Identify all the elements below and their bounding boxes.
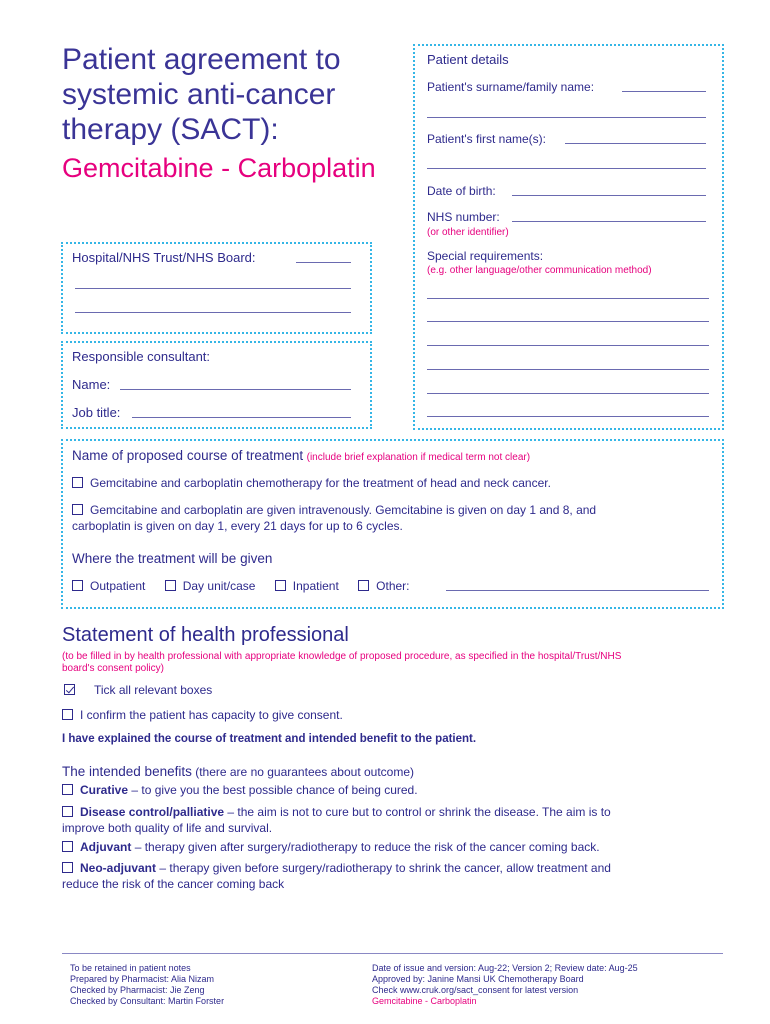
- adjuvant-row[interactable]: [62, 839, 600, 856]
- where-heading: Where the treatment will be given: [72, 551, 273, 566]
- footer-left: [70, 963, 224, 1007]
- adjuvant-checkbox[interactable]: [62, 841, 73, 852]
- special-req-line-5[interactable]: [427, 393, 709, 394]
- page-title: Patient agreement to systemic anti-cancer therapy (SACT):: [62, 43, 341, 146]
- neo-adjuvant-term: Neo-adjuvant: [80, 861, 157, 875]
- first-name-label: Patient's first name(s):: [427, 132, 546, 146]
- statement-heading: Statement of health professional: [62, 624, 349, 646]
- inpatient-checkbox[interactable]: [275, 580, 286, 591]
- surname-label: Patient's surname/family name:: [427, 80, 595, 94]
- capacity-checkbox[interactable]: [62, 709, 73, 720]
- other-checkbox[interactable]: [358, 580, 369, 591]
- special-req-line-1[interactable]: [427, 298, 709, 299]
- hospital-field-line3[interactable]: [75, 312, 351, 313]
- footer-retained: To be retained in patient notes: [70, 963, 191, 973]
- day-unit-checkbox[interactable]: [165, 580, 176, 591]
- special-req-line-3[interactable]: [427, 345, 709, 346]
- regimen-subtitle: Gemcitabine - Carboplatin: [62, 153, 376, 183]
- capacity-row[interactable]: [62, 707, 343, 724]
- footer-right: [372, 963, 638, 1007]
- consultant-name-field[interactable]: [120, 389, 351, 390]
- capacity-label: I confirm the patient has capacity to give consent.: [80, 708, 343, 722]
- nhs-number-field[interactable]: [512, 221, 706, 222]
- special-req-line-4[interactable]: [427, 369, 709, 370]
- benefits-heading-row: [62, 763, 414, 781]
- disease-control-row[interactable]: [62, 804, 611, 821]
- day-unit-label: Day unit/case: [182, 579, 256, 593]
- treatment-option-2-label: Gemcitabine and carboplatin are given intravenously. Gemcitabine is given on day 1 and 8, and: [90, 503, 597, 517]
- benefits-note: (there are no guarantees about outcome): [195, 765, 415, 779]
- special-requirements-label: Special requirements:: [427, 249, 544, 263]
- consultant-job-field[interactable]: [132, 417, 351, 418]
- adjuvant-term: Adjuvant: [80, 840, 132, 854]
- patient-details-heading: Patient details: [427, 52, 509, 67]
- footer-approved-by: Approved by: Janine Mansi UK Chemotherapy Board: [372, 974, 584, 984]
- footer-issue-date: Date of issue and version: Aug-22; Version 2; Review date: Aug-25: [372, 963, 638, 973]
- hospital-field[interactable]: [296, 262, 351, 263]
- special-requirements-note: (e.g. other language/other communication method): [427, 265, 652, 276]
- where-options: [72, 578, 410, 595]
- tick-all-checkbox-example: [64, 684, 75, 695]
- curative-checkbox[interactable]: [62, 784, 73, 795]
- disease-control-checkbox[interactable]: [62, 806, 73, 817]
- surname-field-line2[interactable]: [427, 117, 706, 118]
- neo-adjuvant-row[interactable]: [62, 860, 611, 877]
- neo-adjuvant-checkbox[interactable]: [62, 862, 73, 873]
- adjuvant-text: – therapy given after surgery/radiotherapy to reduce the risk of the cancer coming back.: [134, 840, 600, 854]
- neo-adjuvant-text: – therapy given before surgery/radiotherapy to shrink the cancer, allow treatment and: [159, 861, 611, 875]
- other-field[interactable]: [446, 590, 709, 591]
- special-req-line-2[interactable]: [427, 321, 709, 322]
- neo-adjuvant-text-cont: reduce the risk of the cancer coming back: [62, 877, 285, 891]
- benefits-heading: The intended benefits: [62, 764, 192, 779]
- treatment-option-1-label: Gemcitabine and carboplatin chemotherapy for the treatment of head and neck cancer.: [90, 476, 551, 490]
- treatment-heading: [72, 448, 530, 463]
- footer-divider: [62, 953, 723, 954]
- surname-field[interactable]: [622, 91, 706, 92]
- footer-regimen: Gemcitabine - Carboplatin: [372, 996, 477, 1006]
- hospital-label: Hospital/NHS Trust/NHS Board:: [72, 250, 256, 265]
- tick-all-label: Tick all relevant boxes: [94, 683, 213, 697]
- hospital-field-line2[interactable]: [75, 288, 351, 289]
- footer-check-link: Check www.cruk.org/sact_consent for latest version: [372, 985, 579, 995]
- footer-checked-consultant: Checked by Consultant: Martin Forster: [70, 996, 225, 1006]
- nhs-number-note: (or other identifier): [427, 227, 509, 238]
- outpatient-checkbox[interactable]: [72, 580, 83, 591]
- first-name-field-line2[interactable]: [427, 168, 706, 169]
- outpatient-label: Outpatient: [90, 579, 146, 593]
- consultant-name-label: Name:: [72, 377, 111, 392]
- disease-control-text-cont: improve both quality of life and survival.: [62, 821, 273, 835]
- treatment-option-2-checkbox[interactable]: [72, 504, 83, 515]
- footer-checked-pharmacist: Checked by Pharmacist: Jie Zeng: [70, 985, 205, 995]
- dob-field[interactable]: [512, 195, 706, 196]
- treatment-option-1[interactable]: [72, 475, 551, 492]
- explained-statement: I have explained the course of treatment and intended benefit to the patient.: [62, 733, 477, 745]
- special-req-line-6[interactable]: [427, 416, 709, 417]
- other-label: Other:: [376, 579, 410, 593]
- nhs-number-label: NHS number:: [427, 210, 500, 224]
- curative-row[interactable]: [62, 782, 418, 799]
- treatment-option-1-checkbox[interactable]: [72, 477, 83, 488]
- curative-term: Curative: [80, 783, 129, 797]
- treatment-heading-text: Name of proposed course of treatment: [72, 448, 304, 463]
- treatment-heading-note: (include brief explanation if medical term not clear): [306, 452, 531, 463]
- dob-label: Date of birth:: [427, 184, 496, 198]
- first-name-field[interactable]: [565, 143, 706, 144]
- treatment-option-2[interactable]: [72, 502, 596, 519]
- statement-note-line2: board's consent policy): [62, 663, 164, 674]
- consultant-heading: Responsible consultant:: [72, 349, 211, 364]
- curative-text: – to give you the best possible chance of being cured.: [131, 783, 418, 797]
- tick-all-row: [64, 682, 212, 699]
- disease-control-term: Disease control/palliative: [80, 805, 225, 819]
- disease-control-text: – the aim is not to cure but to control or shrink the disease. The aim is to: [227, 805, 611, 819]
- treatment-option-2-cont: carboplatin is given on day 1, every 21 days for up to 6 cycles.: [72, 519, 403, 533]
- consultant-job-label: Job title:: [72, 405, 121, 420]
- statement-note-line1: (to be filled in by health professional with appropriate knowledge of proposed procedure, as specified in the hospital/Trust/NHS: [62, 651, 622, 662]
- inpatient-label: Inpatient: [292, 579, 339, 593]
- footer-prepared-by: Prepared by Pharmacist: Alia Nizam: [70, 974, 215, 984]
